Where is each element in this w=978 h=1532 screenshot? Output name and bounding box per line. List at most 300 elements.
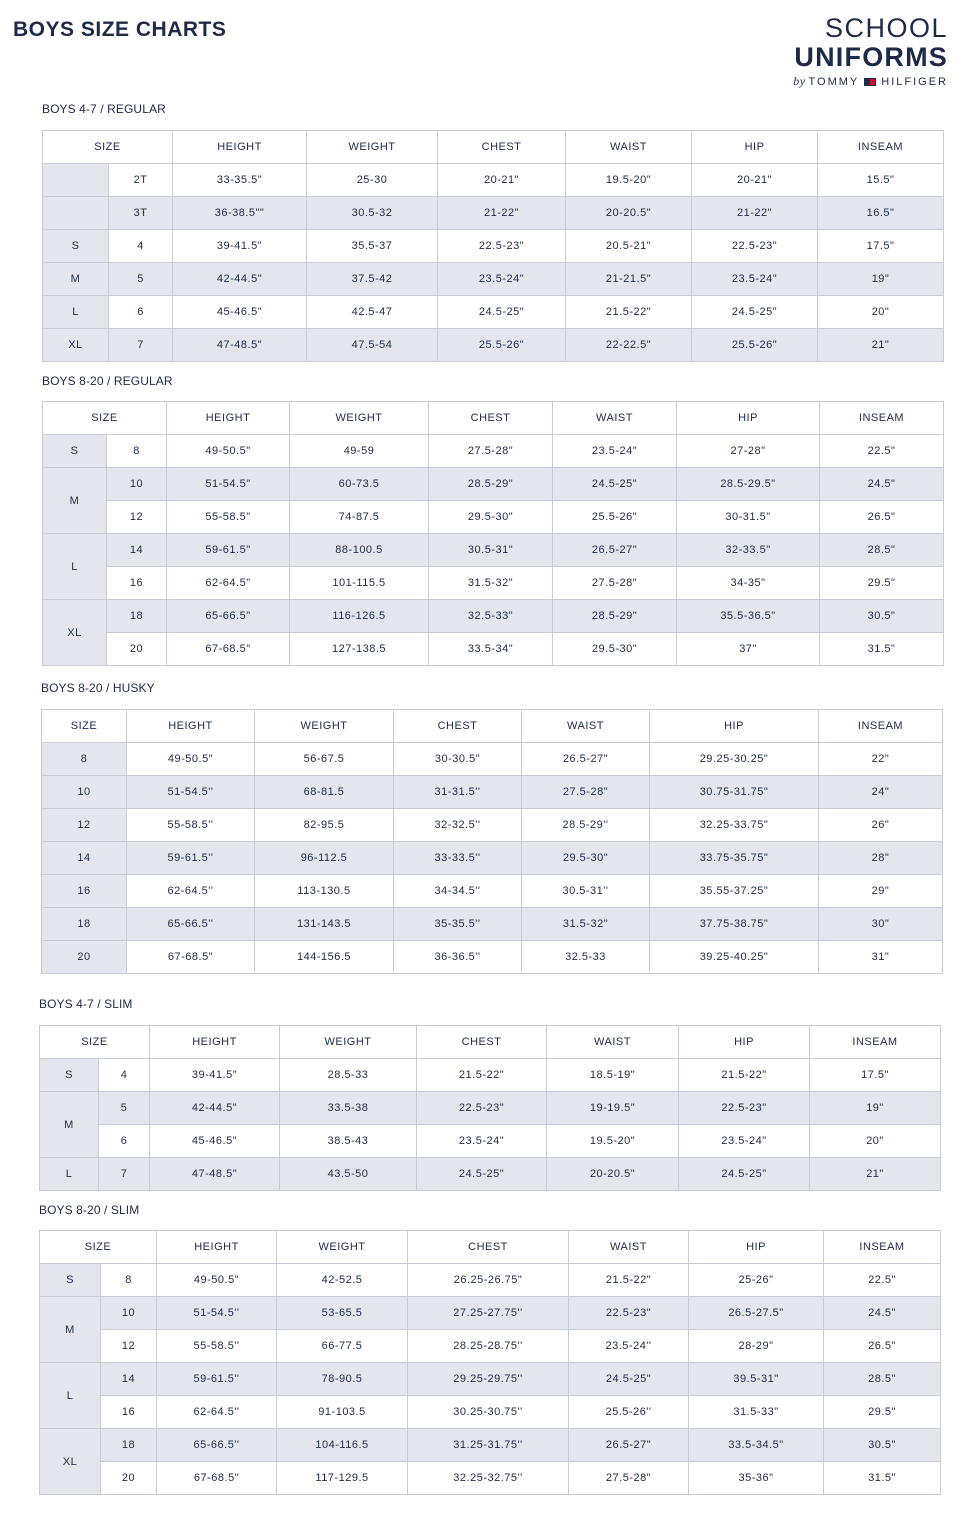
header-weight: WEIGHT (280, 1026, 417, 1059)
weight-cell: 60-73.5 (290, 468, 429, 501)
weight-cell: 43.5-50 (280, 1158, 417, 1191)
waist-cell: 22.5-23" (569, 1297, 689, 1330)
hip-cell: 28.5-29.5" (677, 468, 820, 501)
size-letter: S (40, 1059, 99, 1092)
inseam-cell: 29.5" (824, 1396, 941, 1429)
waist-cell: 30.5-31'' (522, 875, 650, 908)
height-cell: 39-41.5" (173, 230, 307, 263)
waist-cell: 25.5-26" (553, 501, 677, 534)
weight-cell: 78-90.5 (277, 1363, 408, 1396)
height-cell: 62-64.5'' (157, 1396, 277, 1429)
header-height: HEIGHT (150, 1026, 280, 1059)
chest-cell: 20-21" (438, 164, 566, 197)
weight-cell: 30.5-32 (307, 197, 438, 230)
height-cell: 49-50.5" (127, 743, 255, 776)
inseam-cell: 19" (818, 263, 944, 296)
size-number: 18 (42, 908, 127, 941)
header-waist: WAIST (522, 710, 650, 743)
waist-cell: 25.5-26'' (569, 1396, 689, 1429)
header-height: HEIGHT (167, 402, 290, 435)
header-inseam: INSEAM (820, 402, 944, 435)
inseam-cell: 15.5" (818, 164, 944, 197)
section-title-boys-8-20-regular: BOYS 8-20 / REGULAR (42, 374, 173, 388)
hip-cell: 31.5-33" (689, 1396, 824, 1429)
waist-cell: 24.5-25" (569, 1363, 689, 1396)
size-number: 20 (42, 941, 127, 974)
size-number: 20 (107, 633, 167, 666)
hip-cell: 33.5-34.5" (689, 1429, 824, 1462)
weight-cell: 25-30 (307, 164, 438, 197)
hip-cell: 25.5-26" (692, 329, 818, 362)
waist-cell: 27.5-28" (569, 1462, 689, 1495)
inseam-cell: 31" (819, 941, 943, 974)
inseam-cell: 31.5" (824, 1462, 941, 1495)
header-height: HEIGHT (127, 710, 255, 743)
table-row (40, 1429, 941, 1462)
chest-cell: 27.25-27.75'' (408, 1297, 569, 1330)
header-weight: WEIGHT (255, 710, 394, 743)
section-title-boys-4-7-regular: BOYS 4-7 / REGULAR (42, 102, 166, 116)
header-size: SIZE (40, 1231, 157, 1264)
inseam-cell: 30.5" (824, 1429, 941, 1462)
table-row (43, 567, 944, 600)
size-letter: L (40, 1158, 99, 1191)
size-number: 16 (101, 1396, 157, 1429)
hip-cell: 35-36" (689, 1462, 824, 1495)
hip-cell: 26.5-27.5" (689, 1297, 824, 1330)
waist-cell: 32.5-33 (522, 941, 650, 974)
chest-cell: 21-22" (438, 197, 566, 230)
weight-cell: 96-112.5 (255, 842, 394, 875)
waist-cell: 18.5-19" (547, 1059, 679, 1092)
chest-cell: 26.25-26.75" (408, 1264, 569, 1297)
size-letter: M (40, 1092, 99, 1158)
waist-cell: 26.5-27" (522, 743, 650, 776)
height-cell: 59-61.5" (167, 534, 290, 567)
waist-cell: 20.5-21" (566, 230, 692, 263)
chest-cell: 23.5-24" (417, 1125, 547, 1158)
height-cell: 47-48.5" (173, 329, 307, 362)
size-number: 7 (99, 1158, 150, 1191)
height-cell: 47-48.5" (150, 1158, 280, 1191)
inseam-cell: 26" (819, 809, 943, 842)
header-size: SIZE (43, 131, 173, 164)
size-number: 6 (99, 1125, 150, 1158)
size-letter: S (43, 230, 109, 263)
height-cell: 42-44.5" (150, 1092, 280, 1125)
chest-cell: 31.5-32" (429, 567, 553, 600)
size-number: 12 (107, 501, 167, 534)
size-letter: L (40, 1363, 101, 1429)
header-size: SIZE (40, 1026, 150, 1059)
size-number: 8 (42, 743, 127, 776)
size-number: 4 (109, 230, 173, 263)
waist-cell: 26.5-27" (553, 534, 677, 567)
waist-cell: 20-20.5" (566, 197, 692, 230)
header-row (40, 1026, 941, 1059)
hip-cell: 30.75-31.75" (650, 776, 819, 809)
header-weight: WEIGHT (307, 131, 438, 164)
size-number: 3T (109, 197, 173, 230)
weight-cell: 117-129.5 (277, 1462, 408, 1495)
size-number: 7 (109, 329, 173, 362)
size-number: 20 (101, 1462, 157, 1495)
table-row (42, 941, 943, 974)
hip-cell: 35.5-36.5" (677, 600, 820, 633)
inseam-cell: 31.5" (820, 633, 944, 666)
header-size: SIZE (43, 402, 167, 435)
table-row (43, 329, 944, 362)
waist-cell: 19-19.5" (547, 1092, 679, 1125)
weight-cell: 131-143.5 (255, 908, 394, 941)
table-row (43, 633, 944, 666)
size-letter: L (43, 296, 109, 329)
size-number: 10 (107, 468, 167, 501)
table-row (43, 435, 944, 468)
size-table-boys-8-20-regular (42, 401, 944, 666)
hip-cell: 37" (677, 633, 820, 666)
chest-cell: 30.5-31" (429, 534, 553, 567)
weight-cell: 53-65.5 (277, 1297, 408, 1330)
table-row (43, 296, 944, 329)
weight-cell: 127-138.5 (290, 633, 429, 666)
header-waist: WAIST (566, 131, 692, 164)
flag-icon (864, 78, 876, 86)
inseam-cell: 16.5" (818, 197, 944, 230)
header-hip: HIP (679, 1026, 810, 1059)
size-letter: M (43, 468, 107, 534)
table-row (43, 468, 944, 501)
inseam-cell: 29.5" (820, 567, 944, 600)
header-waist: WAIST (553, 402, 677, 435)
header-chest: CHEST (438, 131, 566, 164)
chest-cell: 34-34.5'' (394, 875, 522, 908)
inseam-cell: 22.5" (824, 1264, 941, 1297)
inseam-cell: 24.5" (820, 468, 944, 501)
table-row (40, 1363, 941, 1396)
waist-cell: 21-21.5" (566, 263, 692, 296)
section-title-boys-8-20-husky: BOYS 8-20 / HUSKY (41, 681, 155, 695)
chest-cell: 30-30.5" (394, 743, 522, 776)
weight-cell: 42-52.5 (277, 1264, 408, 1297)
table-row (40, 1330, 941, 1363)
size-number: 2T (109, 164, 173, 197)
waist-cell: 31.5-32" (522, 908, 650, 941)
weight-cell: 47.5-54 (307, 329, 438, 362)
weight-cell: 35.5-37 (307, 230, 438, 263)
inseam-cell: 20" (810, 1125, 941, 1158)
hip-cell: 37.75-38.75" (650, 908, 819, 941)
header-inseam: INSEAM (819, 710, 943, 743)
size-number: 8 (107, 435, 167, 468)
table-row (40, 1396, 941, 1429)
weight-cell: 37.5-42 (307, 263, 438, 296)
table-row (40, 1462, 941, 1495)
inseam-cell: 21" (810, 1158, 941, 1191)
weight-cell: 38.5-43 (280, 1125, 417, 1158)
size-number: 5 (99, 1092, 150, 1125)
height-cell: 55-58.5" (167, 501, 290, 534)
section-title-boys-8-20-slim: BOYS 8-20 / SLIM (39, 1203, 140, 1217)
table-row (40, 1158, 941, 1191)
hip-cell: 25-26" (689, 1264, 824, 1297)
inseam-cell: 30.5" (820, 600, 944, 633)
inseam-cell: 24" (819, 776, 943, 809)
page-title: BOYS SIZE CHARTS (13, 18, 227, 41)
size-letter: M (40, 1297, 101, 1363)
height-cell: 51-54.5'' (157, 1297, 277, 1330)
height-cell: 65-66.5'' (127, 908, 255, 941)
header-hip: HIP (692, 131, 818, 164)
chest-cell: 28.25-28.75'' (408, 1330, 569, 1363)
waist-cell: 24.5-25" (553, 468, 677, 501)
weight-cell: 42.5-47 (307, 296, 438, 329)
size-number: 12 (101, 1330, 157, 1363)
size-table-boys-4-7-slim (39, 1025, 941, 1191)
table-row (43, 164, 944, 197)
table-row (43, 600, 944, 633)
hip-cell: 22.5-23" (679, 1092, 810, 1125)
weight-cell: 68-81.5 (255, 776, 394, 809)
waist-cell: 19.5-20" (547, 1125, 679, 1158)
weight-cell: 49-59 (290, 435, 429, 468)
hip-cell: 24.5-25" (679, 1158, 810, 1191)
height-cell: 33-35.5" (173, 164, 307, 197)
header-row (43, 402, 944, 435)
size-letter (43, 164, 109, 197)
size-letter: XL (43, 600, 107, 666)
size-number: 14 (107, 534, 167, 567)
logo-brand-left: TOMMY (808, 75, 860, 88)
size-number: 8 (101, 1264, 157, 1297)
table-row (43, 534, 944, 567)
header-hip: HIP (650, 710, 819, 743)
table-row (40, 1264, 941, 1297)
waist-cell: 22-22.5" (566, 329, 692, 362)
height-cell: 59-61.5'' (127, 842, 255, 875)
waist-cell: 19.5-20" (566, 164, 692, 197)
size-table-boys-8-20-slim (39, 1230, 941, 1495)
chest-cell: 31.25-31.75'' (408, 1429, 569, 1462)
size-number: 4 (99, 1059, 150, 1092)
hip-cell: 27-28" (677, 435, 820, 468)
size-number: 5 (109, 263, 173, 296)
inseam-cell: 19" (810, 1092, 941, 1125)
header-size: SIZE (42, 710, 127, 743)
height-cell: 45-46.5" (173, 296, 307, 329)
waist-cell: 27.5-28" (553, 567, 677, 600)
header-height: HEIGHT (173, 131, 307, 164)
chest-cell: 31-31.5'' (394, 776, 522, 809)
size-table-boys-8-20-husky (41, 709, 943, 974)
chest-cell: 32.5-33" (429, 600, 553, 633)
hip-cell: 39.5-31" (689, 1363, 824, 1396)
hip-cell: 23.5-24" (692, 263, 818, 296)
height-cell: 49-50.5" (167, 435, 290, 468)
chest-cell: 24.5-25" (417, 1158, 547, 1191)
header-hip: HIP (677, 402, 820, 435)
weight-cell: 113-130.5 (255, 875, 394, 908)
size-number: 10 (101, 1297, 157, 1330)
waist-cell: 27.5-28" (522, 776, 650, 809)
waist-cell: 29.5-30" (553, 633, 677, 666)
hip-cell: 22.5-23" (692, 230, 818, 263)
waist-cell: 21.5-22" (569, 1264, 689, 1297)
chest-cell: 30.25-30.75'' (408, 1396, 569, 1429)
size-letter: XL (43, 329, 109, 362)
height-cell: 49-50.5" (157, 1264, 277, 1297)
height-cell: 51-54.5'' (127, 776, 255, 809)
hip-cell: 28-29" (689, 1330, 824, 1363)
size-letter: XL (40, 1429, 101, 1495)
hip-cell: 30-31.5" (677, 501, 820, 534)
inseam-cell: 17.5" (810, 1059, 941, 1092)
logo-line-school: SCHOOL (824, 13, 948, 43)
size-number: 16 (107, 567, 167, 600)
weight-cell: 82-95.5 (255, 809, 394, 842)
chest-cell: 35-35.5'' (394, 908, 522, 941)
logo-line-brand (793, 74, 948, 89)
chest-cell: 33.5-34" (429, 633, 553, 666)
hip-cell: 33.75-35.75" (650, 842, 819, 875)
table-row (43, 263, 944, 296)
height-cell: 67-68.5" (167, 633, 290, 666)
header-chest: CHEST (417, 1026, 547, 1059)
hip-cell: 39.25-40.25" (650, 941, 819, 974)
header-chest: CHEST (408, 1231, 569, 1264)
header-height: HEIGHT (157, 1231, 277, 1264)
section-title-boys-4-7-slim: BOYS 4-7 / SLIM (39, 997, 133, 1011)
weight-cell: 116-126.5 (290, 600, 429, 633)
inseam-cell: 29" (819, 875, 943, 908)
waist-cell: 23.5-24'' (569, 1330, 689, 1363)
waist-cell: 26.5-27" (569, 1429, 689, 1462)
school-uniforms-logo (793, 14, 948, 89)
table-row (42, 908, 943, 941)
height-cell: 45-46.5" (150, 1125, 280, 1158)
inseam-cell: 28" (819, 842, 943, 875)
inseam-cell: 26.5" (824, 1330, 941, 1363)
chest-cell: 21.5-22" (417, 1059, 547, 1092)
size-number: 10 (42, 776, 127, 809)
table-row (40, 1297, 941, 1330)
height-cell: 59-61.5'' (157, 1363, 277, 1396)
chest-cell: 23.5-24" (438, 263, 566, 296)
weight-cell: 66-77.5 (277, 1330, 408, 1363)
height-cell: 67-68.5" (157, 1462, 277, 1495)
chest-cell: 27.5-28" (429, 435, 553, 468)
waist-cell: 28.5-29'' (522, 809, 650, 842)
header-waist: WAIST (547, 1026, 679, 1059)
hip-cell: 35.55-37.25" (650, 875, 819, 908)
waist-cell: 29.5-30" (522, 842, 650, 875)
inseam-cell: 28.5" (824, 1363, 941, 1396)
header-inseam: INSEAM (824, 1231, 941, 1264)
size-letter: M (43, 263, 109, 296)
table-row (40, 1092, 941, 1125)
chest-cell: 29.25-29.75'' (408, 1363, 569, 1396)
header-inseam: INSEAM (810, 1026, 941, 1059)
inseam-cell: 22" (819, 743, 943, 776)
hip-cell: 20-21" (692, 164, 818, 197)
waist-cell: 21.5-22" (566, 296, 692, 329)
waist-cell: 23.5-24" (553, 435, 677, 468)
inseam-cell: 30" (819, 908, 943, 941)
header-weight: WEIGHT (290, 402, 429, 435)
chest-cell: 33-33.5'' (394, 842, 522, 875)
waist-cell: 28.5-29" (553, 600, 677, 633)
header-chest: CHEST (394, 710, 522, 743)
header-inseam: INSEAM (818, 131, 944, 164)
height-cell: 62-64.5" (167, 567, 290, 600)
height-cell: 55-58.5'' (127, 809, 255, 842)
chest-cell: 32-32.5'' (394, 809, 522, 842)
logo-line-uniforms: UNIFORMS (794, 42, 948, 72)
weight-cell: 28.5-33 (280, 1059, 417, 1092)
size-number: 14 (42, 842, 127, 875)
chest-cell: 32.25-32.75'' (408, 1462, 569, 1495)
header-weight: WEIGHT (277, 1231, 408, 1264)
weight-cell: 56-67.5 (255, 743, 394, 776)
logo-by: by (793, 74, 806, 88)
waist-cell: 20-20.5" (547, 1158, 679, 1191)
size-number: 12 (42, 809, 127, 842)
hip-cell: 24.5-25" (692, 296, 818, 329)
hip-cell: 29.25-30.25" (650, 743, 819, 776)
table-row (42, 809, 943, 842)
header-row (40, 1231, 941, 1264)
inseam-cell: 20" (818, 296, 944, 329)
header-waist: WAIST (569, 1231, 689, 1264)
height-cell: 55-58.5'' (157, 1330, 277, 1363)
height-cell: 51-54.5" (167, 468, 290, 501)
chest-cell: 24.5-25" (438, 296, 566, 329)
size-number: 14 (101, 1363, 157, 1396)
chest-cell: 22.5-23" (438, 230, 566, 263)
size-letter (43, 197, 109, 230)
inseam-cell: 21" (818, 329, 944, 362)
size-number: 18 (101, 1429, 157, 1462)
table-row (42, 776, 943, 809)
hip-cell: 34-35" (677, 567, 820, 600)
size-table-boys-4-7-regular (42, 130, 944, 362)
weight-cell: 74-87.5 (290, 501, 429, 534)
height-cell: 42-44.5" (173, 263, 307, 296)
table-row (42, 842, 943, 875)
size-letter: S (40, 1264, 101, 1297)
hip-cell: 21-22" (692, 197, 818, 230)
height-cell: 67-68.5" (127, 941, 255, 974)
chest-cell: 36-36.5'' (394, 941, 522, 974)
weight-cell: 88-100.5 (290, 534, 429, 567)
header-row (42, 710, 943, 743)
inseam-cell: 22.5" (820, 435, 944, 468)
inseam-cell: 17.5" (818, 230, 944, 263)
hip-cell: 32.25-33.75" (650, 809, 819, 842)
size-letter: L (43, 534, 107, 600)
logo-brand-right: HILFIGER (881, 75, 948, 88)
weight-cell: 91-103.5 (277, 1396, 408, 1429)
table-row (40, 1059, 941, 1092)
inseam-cell: 24.5" (824, 1297, 941, 1330)
header-hip: HIP (689, 1231, 824, 1264)
size-number: 18 (107, 600, 167, 633)
header-row (43, 131, 944, 164)
chest-cell: 22.5-23" (417, 1092, 547, 1125)
table-row (42, 875, 943, 908)
size-number: 6 (109, 296, 173, 329)
table-row (43, 501, 944, 534)
